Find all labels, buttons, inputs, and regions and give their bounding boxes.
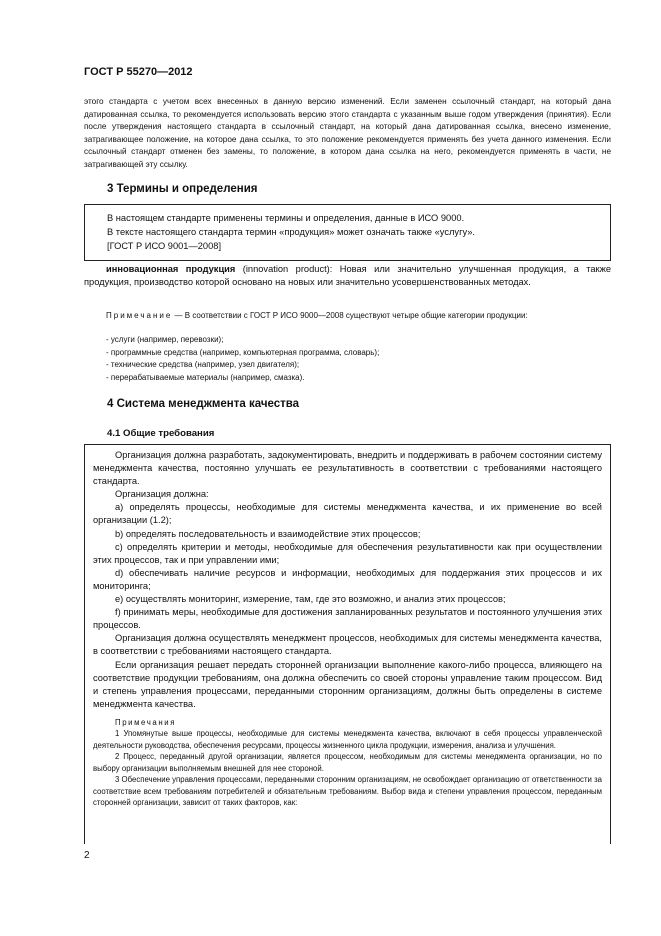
section-4-title: 4 Система менеджмента качества [107,398,300,410]
requirement-item: b) определять последовательность и взаимодействие этих процессов; [115,528,421,539]
section-3-title: 3 Термины и определения [107,183,258,195]
intro-paragraph: этого стандарта с учетом всех внесенных в данную версию изменений. Если заменен ссылочный стандарт, на который дана датированная ссылка, то рекомендуется использовать версию этого стандарта с указанным выше годом утверждения (принятия). Если после утверждения настоящего стандарта в ссылочный стандарт, на который дана датированная ссылка, внесено изменение, затрагивающее положение, на которое дана ссылка, то это положение рекомендуется применять без учета данного изменения. Если ссылочный стандарт отменен без замены, то положение, в котором дана ссылка на него, рекомендуется применять в части, не затрагивающей эту ссылку. [84,97,611,169]
requirement-item: c) определять критерии и методы, необходимые для обеспечения результативности как при осуществлении этих процессов, так и при управлении ими; [93,541,602,565]
term-definition [84,263,611,290]
page-number: 2 [84,850,90,861]
requirement-item: f) принимать меры, необходимые для достижения запланированных результатов и постоянного улучшения этих процессов. [93,607,602,631]
list-item: - услуги (например, перевозки); [106,335,224,344]
note-label: Примечание [106,311,173,320]
list-item: - перерабатываемые материалы (например, смазка). [106,373,305,383]
requirement-paragraph: Организация должна разработать, задокументировать, внедрить и поддерживать в рабочем состоянии систему менеджмента качества, постоянно улучшать ее результативность в соответствии с требованиями настоящего стандарта. [93,450,602,487]
term-note [84,310,611,323]
term-body: (innovation product): Новая или значительно улучшенная продукция, а также продукция, производство которой основано на новых или значительно усовершенствованных методах. [84,264,611,288]
note-item: 3 Обеспечение управления процессами, переданными сторонним организациям, не освобождает организацию от ответственности за соответствие всем требованиям потребителей и обязательным требованиям. Выбор вида и степени управления процессом, переданным сторонней организации, зависит от таких факторов, как: [93,775,602,808]
box-line: [ГОСТ Р ИСО 9001—2008] [107,241,222,251]
general-requirements-box [84,444,611,844]
requirement-item: a) определять процессы, необходимые для системы менеджмента качества, и их применение во всей организации (1.2); [93,502,602,526]
box-line: В тексте настоящего стандарта термин «продукция» может означать также «услугу». [107,227,475,237]
note-item: 1 Упомянутые выше процессы, необходимые для системы менеджмента качества, включают в себя процессы управленческой деятельности руководства, обеспечения ресурсами, процессы жизненного цикла продукции, измерения, анализа и улучшения. [93,729,602,750]
subsection-4-1-title: 4.1 Общие требования [107,428,215,439]
requirement-paragraph: Если организация решает передать сторонней организации выполнение какого-либо процесса, влияющего на соответствие продукции требованиям, она должна обеспечить со своей стороны управление таким процессом. Вид и степень управления процессами, переданными сторонним организациям, должны быть определены в системе менеджмента качества. [93,659,602,709]
definitions-box [84,204,611,261]
list-item: - технические средства (например, узел двигателя); [106,360,300,370]
requirement-item: d) обеспечивать наличие ресурсов и информации, необходимых для поддержания этих процессов и их мониторинга; [93,567,602,591]
requirement-paragraph: Организация должна: [115,489,209,500]
standard-header: ГОСТ Р 55270—2012 [84,66,193,78]
note-text: — В соответствии с ГОСТ Р ИСО 9000—2008 существуют четыре общие категории продукции: [172,311,528,320]
box-line: В настоящем стандарте применены термины и определения, данные в ИСО 9000. [107,213,465,223]
note-item: 2 Процесс, переданный другой организации, является процессом, необходимым для системы менеджмента организации, но по выбору организации выполняемым внешней для нее стороной. [93,752,602,773]
product-categories-list [84,334,611,385]
notes-label: Примечания [115,717,177,727]
term-name: инновационная продукция [106,264,236,274]
requirement-item: e) осуществлять мониторинг, измерение, там, где это возможно, и анализ этих процессов; [115,594,506,605]
list-item: - программные средства (например, компьютерная программа, словарь); [106,347,380,357]
requirement-paragraph: Организация должна осуществлять менеджмент процессов, необходимых для системы менеджмента качества, в соответствии с требованиями настоящего стандарта. [93,633,602,657]
